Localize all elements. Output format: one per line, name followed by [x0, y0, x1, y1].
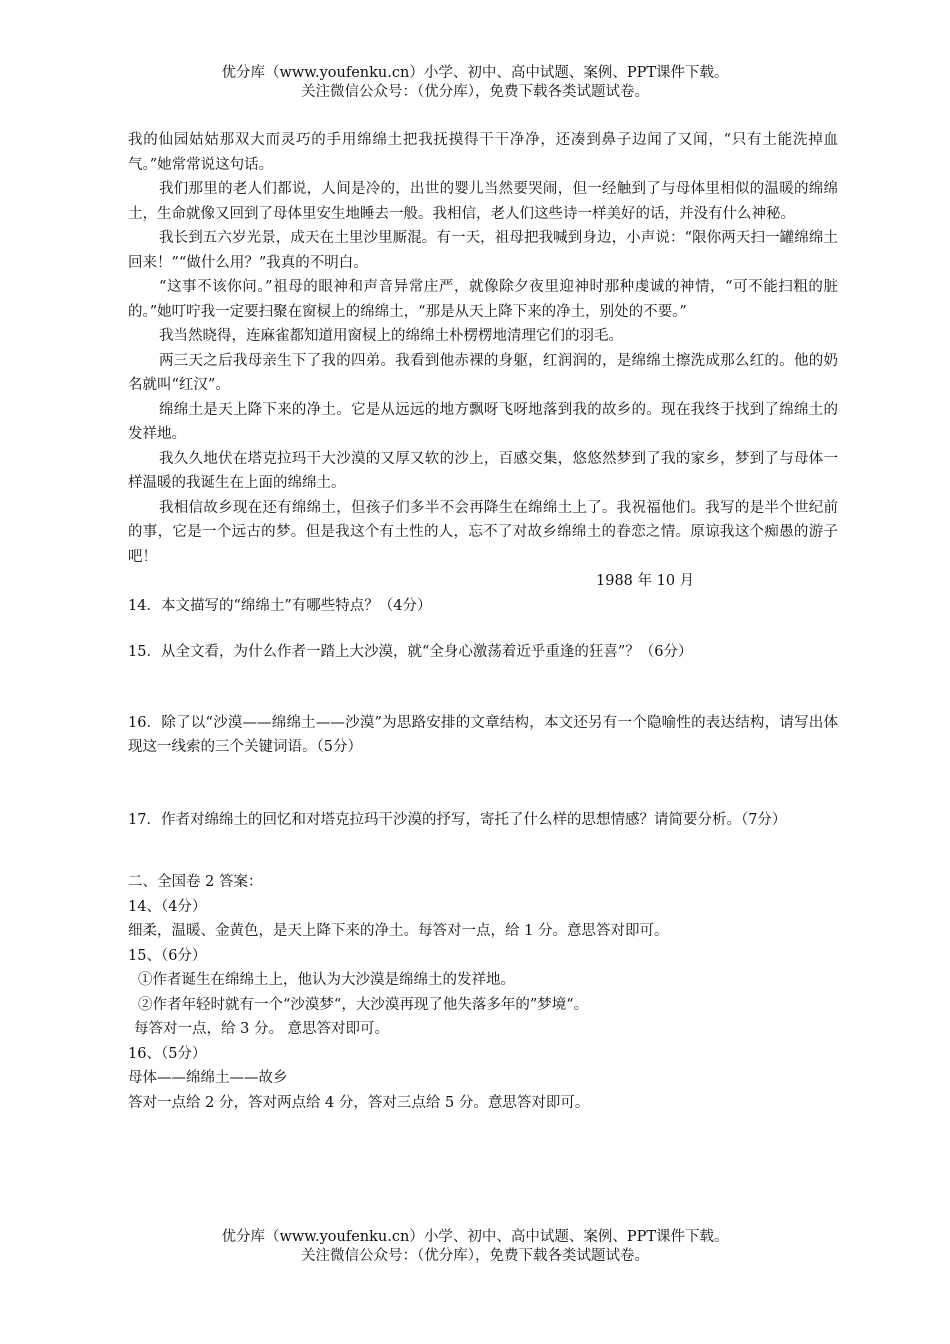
- passage-paragraph: 绵绵土是天上降下来的净土。它是从远远的地方飘呀飞呀地落到我的故乡的。现在我终于找到了绵绵土的发祥地。: [128, 401, 838, 442]
- answer-16-heading: 16、（5分）: [128, 1045, 207, 1062]
- answer-14-heading: 14、（4分）: [128, 898, 207, 915]
- page-footer: [0, 1228, 950, 1266]
- header-line-2: 关注微信公众号：（优分库），免费下载各类试题试卷。: [301, 84, 649, 100]
- question-14: 14．本文描写的“绵绵土”有哪些特点？（4分）: [128, 597, 432, 614]
- passage-paragraph: 我们那里的老人们都说，人间是冷的，出世的婴儿当然要哭闹，但一经触到了与母体里相似的温暖的绵绵土，生命就像又回到了母体里安生地睡去一般。我相信，老人们这些诗一样美好的话，并没有什么神秘。: [128, 181, 838, 222]
- answers-title: 二、全国卷 2 答案：: [128, 874, 263, 890]
- question-16: 16．除了以“沙漠——绵绵土——沙漠”为思路安排的文章结构，本文还另有一个隐喻性的表达结构，请写出体现这一线索的三个关键词语。（5分）: [128, 714, 838, 755]
- passage-paragraph: 我长到五六岁光景，成天在土里沙里厮混。有一天，祖母把我喊到身边，小声说：“限你两天扫一罐绵绵土回来！”“做什么用？”我真的不明白。: [128, 230, 838, 271]
- answer-15-point-1: ①作者诞生在绵绵土上，他认为大沙漠是绵绵土的发祥地。: [138, 972, 515, 988]
- passage-paragraph: “这事不该你问。”祖母的眼神和声音异常庄严，就像除夕夜里迎神时那种虔诚的神情，“可不能扫粗的脏的。”她叮咛我一定要扫聚在窗棂上的绵绵土，“那是从天上降下来的净土，别处的不要。”: [128, 279, 838, 320]
- question-17: 17．作者对绵绵土的回忆和对塔克拉玛干沙漠的抒写，寄托了什么样的思想情感？请简要分析。（7分）: [128, 811, 787, 828]
- answer-15-heading: 15、（6分）: [128, 947, 207, 964]
- passage-paragraph: 两三天之后我母亲生下了我的四弟。我看到他赤裸的身躯，红润润的，是绵绵土擦洗成那么红的。他的奶名就叫“红汉”。: [128, 352, 838, 393]
- passage-date: 1988 年 10 月: [596, 573, 695, 589]
- passage-paragraph: 我的仙园姑姑那双大而灵巧的手用绵绵土把我抚摸得干干净净，还凑到鼻子边闻了又闻，“只有土能洗掉血气。”她常常说这句话。: [128, 132, 838, 173]
- document-body: [128, 128, 838, 1115]
- question-15: 15．从全文看，为什么作者一踏上大沙漠，就“全身心激荡着近乎重逢的狂喜”？（6分）: [128, 644, 693, 660]
- passage-paragraph: 我相信故乡现在还有绵绵土，但孩子们多半不会再降生在绵绵土上了。我祝福他们。我写的是半个世纪前的事，它是一个远古的梦。但是我这个有土性的人，忘不了对故乡绵绵土的眷恋之情。原谅我这个痴愚的游子吧！: [128, 499, 838, 565]
- answer-15-point-2: ②作者年轻时就有一个“沙漠梦“，大沙漠再现了他失落多年的”梦境“。: [138, 996, 589, 1013]
- passage-paragraph: 我久久地伏在塔克拉玛干大沙漠的又厚又软的沙上，百感交集，悠悠然梦到了我的家乡，梦到了与母体一样温暖的我诞生在上面的绵绵土。: [128, 450, 838, 491]
- answer-14-body: 细柔，温暖、金黄色，是天上降下来的净土。每答对一点，给 1 分。意思答对即可。: [128, 923, 669, 939]
- footer-line-1: 优分库（www.youfenku.cn）小学、初中、高中试题、案例、PPT课件下载。: [221, 1229, 729, 1245]
- page-header: [0, 64, 950, 102]
- footer-line-2: 关注微信公众号：（优分库），免费下载各类试题试卷。: [301, 1248, 649, 1264]
- header-line-1: 优分库（www.youfenku.cn）小学、初中、高中试题、案例、PPT课件下载。: [221, 65, 729, 81]
- passage-paragraph: 我当然晓得，连麻雀都知道用窗棂上的绵绵土朴楞楞地清理它们的羽毛。: [159, 328, 623, 344]
- answer-16-body: 母体——绵绵土——故乡: [128, 1070, 288, 1086]
- answer-16-scoring: 答对一点给 2 分，答对两点给 4 分，答对三点给 5 分。意思答对即可。: [128, 1094, 590, 1111]
- answer-15-scoring: 每答对一点，给 3 分。 意思答对即可。: [134, 1021, 390, 1037]
